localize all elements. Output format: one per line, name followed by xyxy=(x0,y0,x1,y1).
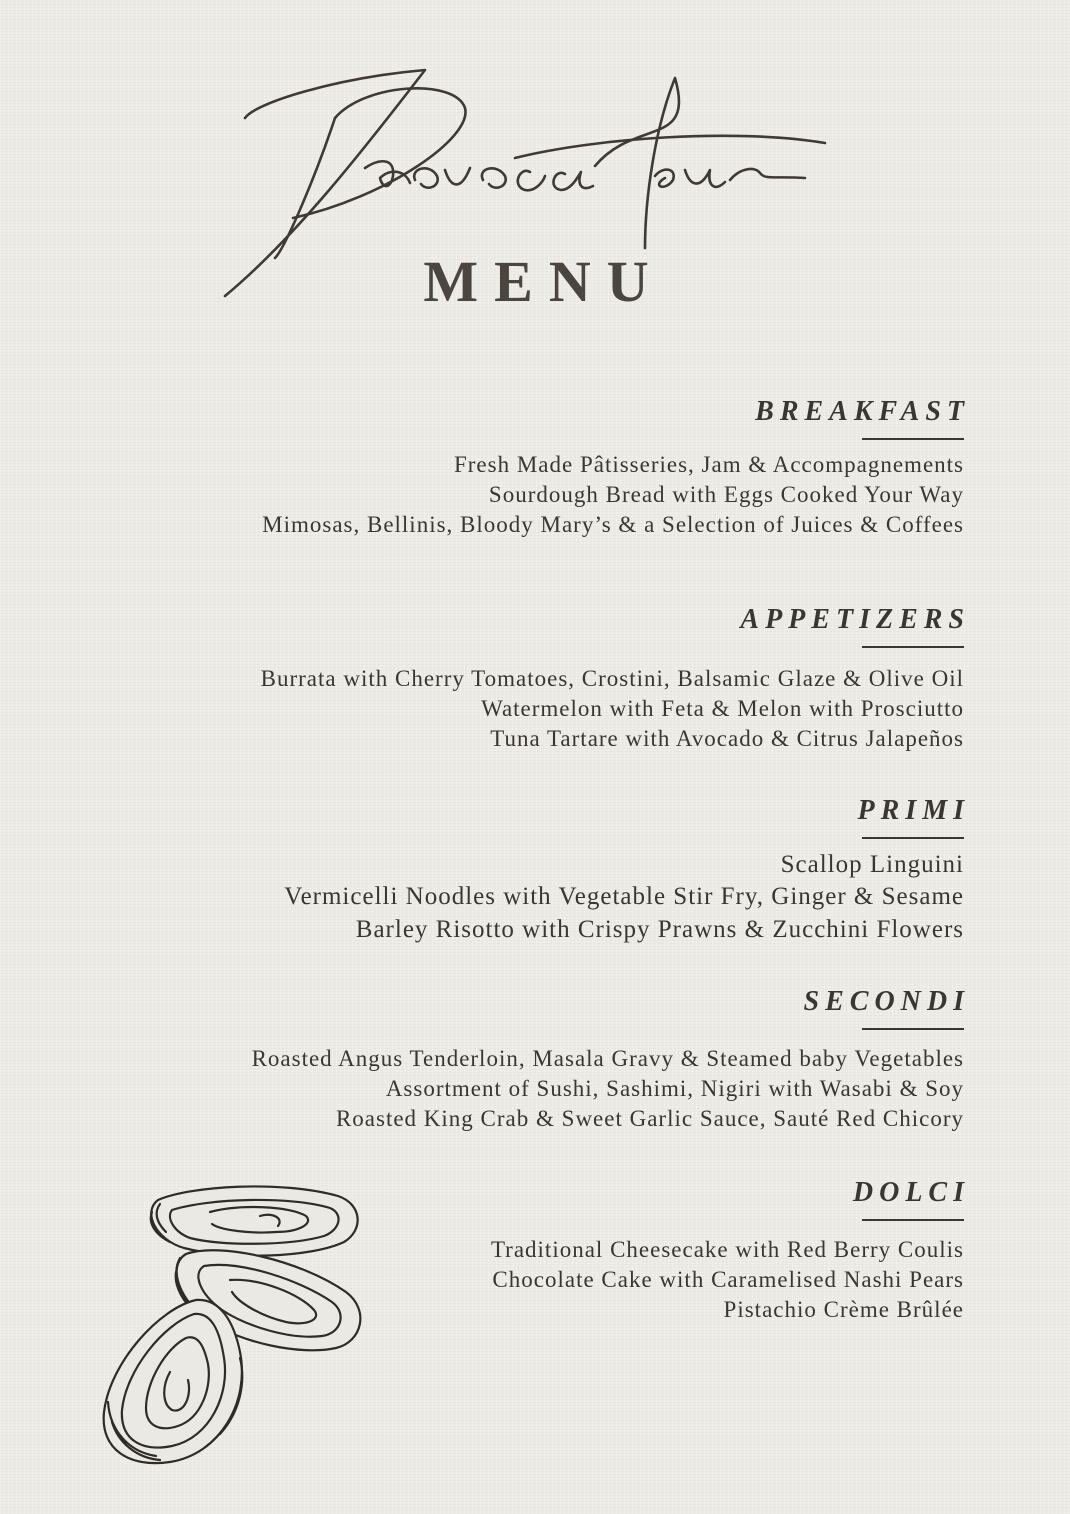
section-divider xyxy=(862,646,964,648)
menu-title: MENU xyxy=(423,249,665,314)
section-primi xyxy=(284,795,970,946)
section-divider xyxy=(862,1028,964,1030)
section-title: DOLCI xyxy=(852,1177,970,1208)
section-divider xyxy=(862,438,964,440)
section-title: APPETIZERS xyxy=(740,604,970,635)
section-divider xyxy=(862,1219,964,1221)
menu-item: Assortment of Sushi, Sashimi, Nigiri with Wasabi & Soy xyxy=(385,1075,964,1101)
menu-item: Pistachio Crème Brûlée xyxy=(723,1296,964,1322)
menu-item: Sourdough Bread with Eggs Cooked Your Way xyxy=(488,481,964,507)
section-secondi xyxy=(251,986,970,1134)
menu-item: Chocolate Cake with Caramelised Nashi Pears xyxy=(492,1266,964,1292)
section-dolci xyxy=(490,1177,970,1325)
section-title: BREAKFAST xyxy=(755,396,970,427)
menu-item: Vermicelli Noodles with Vegetable Stir Fry, Ginger & Sesame xyxy=(284,883,964,910)
menu-item: Roasted King Crab & Sweet Garlic Sauce, Sauté Red Chicory xyxy=(335,1105,964,1131)
menu-item: Scallop Linguini xyxy=(780,850,964,878)
menu-item: Tuna Tartare with Avocado & Citrus Jalapeños xyxy=(490,725,964,751)
section-divider xyxy=(862,837,964,839)
section-appetizers xyxy=(260,604,970,754)
section-title: SECONDI xyxy=(803,986,970,1017)
oyster-illustration-icon xyxy=(100,1182,366,1468)
menu-item: Traditional Cheesecake with Red Berry Coulis xyxy=(490,1236,964,1262)
section-breakfast xyxy=(262,396,970,540)
menu-item: Barley Risotto with Crispy Prawns & Zucchini Flowers xyxy=(355,915,964,943)
menu-item: Roasted Angus Tenderloin, Masala Gravy & Steamed baby Vegetables xyxy=(251,1045,964,1071)
menu-item: Mimosas, Bellinis, Bloody Mary’s & a Selection of Juices & Coffees xyxy=(262,511,964,537)
menu-item: Watermelon with Feta & Melon with Prosciutto xyxy=(481,695,964,721)
menu-item: Fresh Made Pâtisseries, Jam & Accompagnements xyxy=(453,451,964,477)
menu-item: Burrata with Cherry Tomatoes, Crostini, Balsamic Glaze & Olive Oil xyxy=(260,665,964,691)
section-title: PRIMI xyxy=(857,795,970,826)
